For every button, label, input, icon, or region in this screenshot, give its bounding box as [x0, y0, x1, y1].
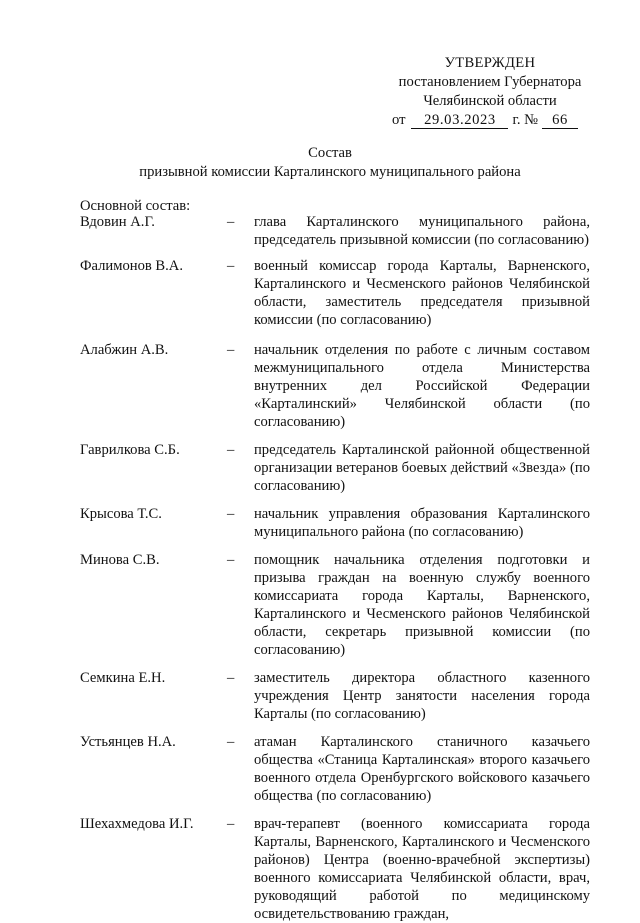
member-name: Устьянцев Н.А.: [80, 734, 176, 750]
member-name: Алабжин А.В.: [80, 342, 169, 358]
member-row: [80, 815, 590, 923]
member-row: [80, 441, 590, 495]
member-dash: –: [227, 670, 235, 686]
member-role: помощник начальника отделения подготовки и призыва граждан на военную службу военного комиссариата города Карталы, Варненского, Карталинского и Чесменского районов Челябинской области, секретарь призывной комиссии (по согласованию): [254, 552, 590, 658]
member-dash: –: [227, 506, 235, 522]
member-name: Крысова Т.С.: [80, 506, 162, 522]
member-name: Семкина Е.Н.: [80, 670, 166, 686]
member-name: Шехахмедова И.Г.: [80, 816, 194, 832]
member-name: Вдовин А.Г.: [80, 214, 155, 230]
member-row: [80, 257, 590, 329]
member-row: [80, 669, 590, 723]
member-dash: –: [227, 552, 235, 568]
member-row: [80, 213, 590, 249]
member-dash: –: [227, 258, 235, 274]
approval-heading: УТВЕРЖДЕН: [444, 55, 536, 71]
member-name: Фалимонов В.А.: [80, 258, 183, 274]
member-row: [80, 733, 590, 805]
title-line-2: призывной комиссии Карталинского муниципального района: [139, 164, 521, 180]
approval-date-line: [380, 111, 600, 130]
approval-number: 66: [542, 113, 578, 129]
document-title: [80, 144, 580, 182]
approval-year-suffix: г. №: [512, 112, 539, 128]
member-row: [80, 551, 590, 659]
member-name: Минова С.В.: [80, 552, 160, 568]
member-role: начальник отделения по работе с личным составом межмуниципального отдела Министерства внутренних дел Российской Федерации «Карталинский» Челябинской области (по согласованию): [254, 342, 590, 430]
approval-authority: постановлением Губернатора: [398, 74, 582, 90]
title-line-1: Состав: [308, 145, 352, 161]
member-dash: –: [227, 442, 235, 458]
member-dash: –: [227, 214, 235, 230]
member-role: начальник управления образования Карталинского муниципального района (по согласованию): [254, 506, 590, 540]
member-role: председатель Карталинской районной общественной организации ветеранов боевых действий «Звезда» (по согласованию): [254, 442, 590, 494]
member-role: атаман Карталинского станичного казачьего общества «Станица Карталинская» второго казачьего военного отдела Оренбургского войскового казачьего общества (по согласованию): [254, 734, 590, 804]
member-row: [80, 341, 590, 431]
approval-date: 29.03.2023: [411, 113, 508, 129]
approval-from-label: от: [392, 112, 406, 128]
member-role: врач-терапевт (военного комиссариата города Карталы, Варненского, Карталинского и Чесменского районов) Центра (военно-врачебной экспертизы) военного комиссариата Челябинской области, врач, руководящий работой по медицинскому освидетельствованию граждан,: [254, 816, 590, 922]
approval-region: Челябинской области: [423, 93, 557, 109]
member-name: Гаврилкова С.Б.: [80, 442, 180, 458]
member-row: [80, 505, 590, 541]
member-role: глава Карталинского муниципального района, председатель призывной комиссии (по согласованию): [254, 214, 590, 248]
member-dash: –: [227, 734, 235, 750]
member-dash: –: [227, 816, 235, 832]
approval-block: [380, 54, 600, 130]
members-list: [80, 213, 590, 923]
section-label: Основной состав:: [80, 198, 191, 214]
member-dash: –: [227, 342, 235, 358]
member-role: заместитель директора областного казенного учреждения Центр занятости населения города Карталы (по согласованию): [254, 670, 590, 722]
member-role: военный комиссар города Карталы, Варненского, Карталинского и Чесменского районов Челябинской области, заместитель председателя призывной комиссии (по согласованию): [254, 258, 590, 328]
